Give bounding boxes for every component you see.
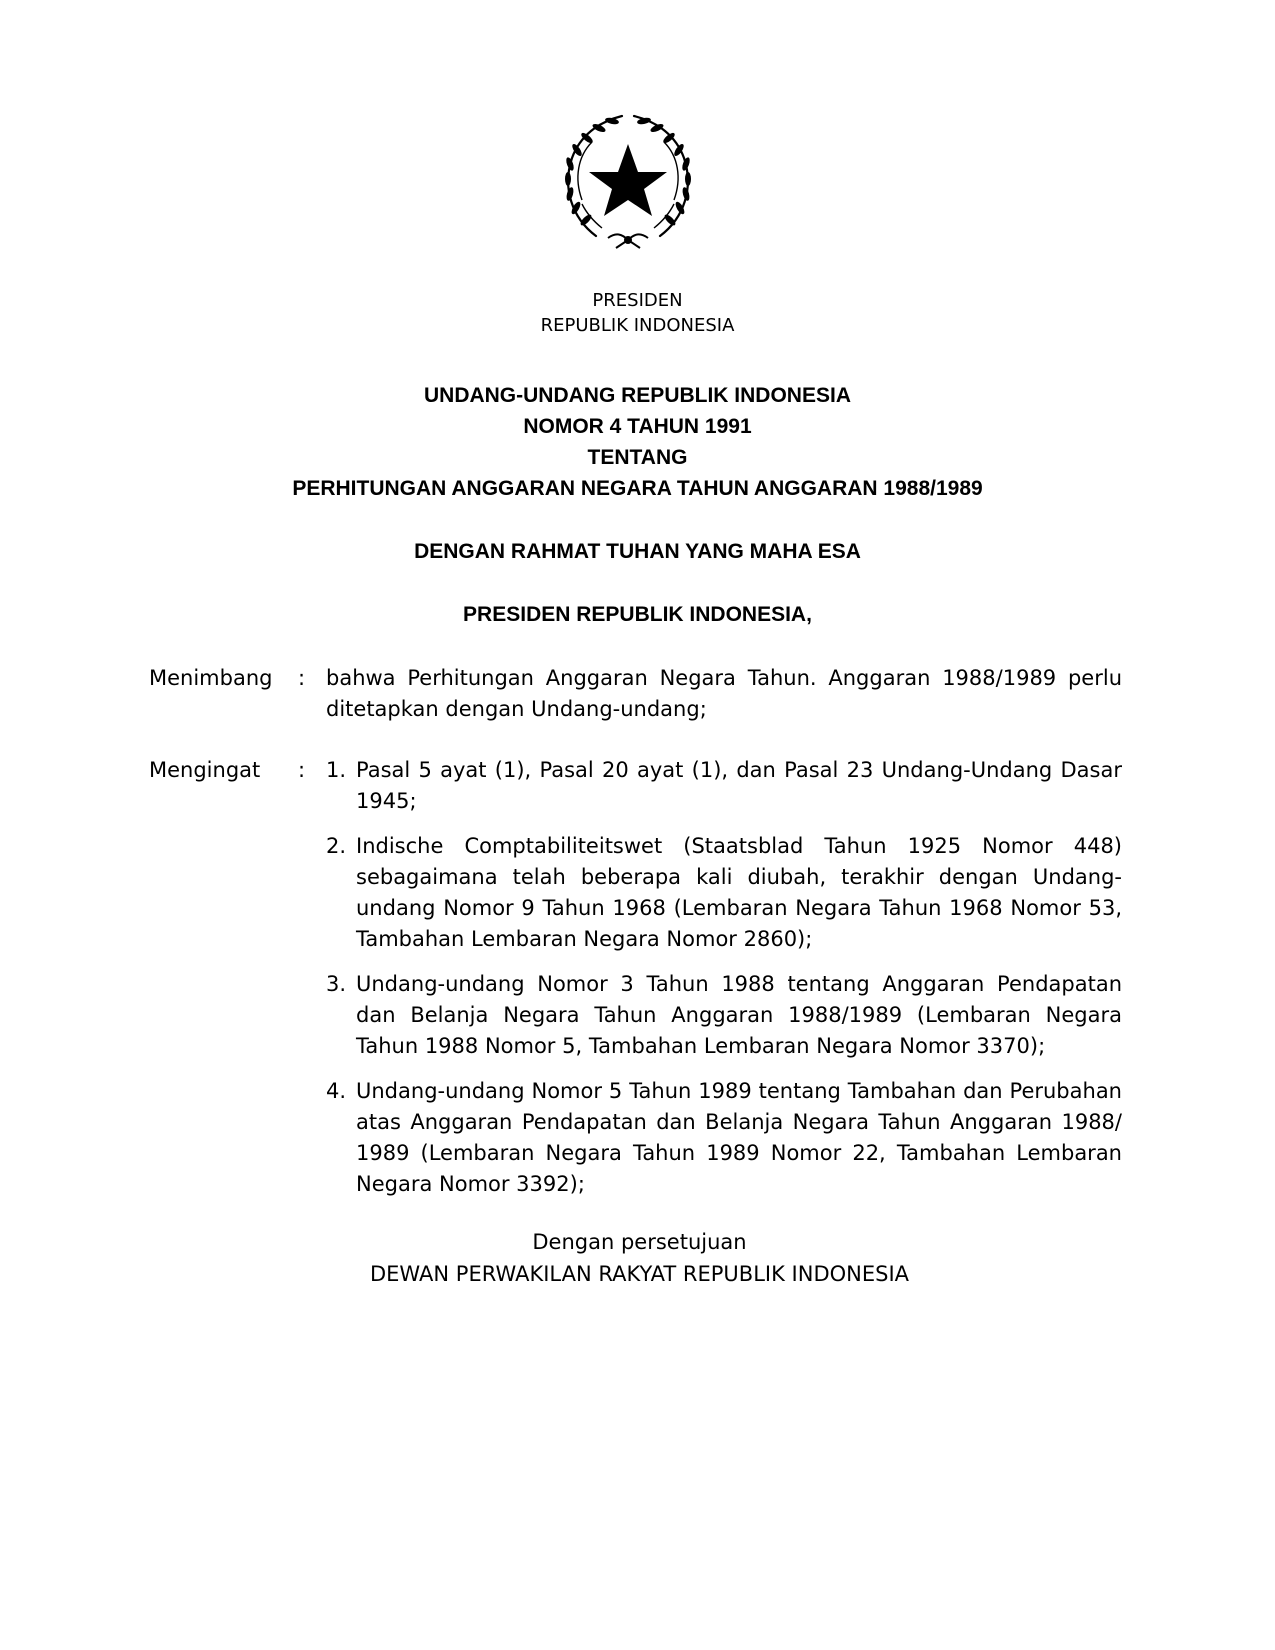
menimbang-label: Menimbang [149,666,273,690]
title-line-3: TENTANG [587,446,688,469]
menimbang-colon: : [298,666,306,690]
persetujuan-line: Dengan persetujuan [532,1230,747,1254]
title-line-4: PERHITUNGAN ANGGARAN NEGARA TAHUN ANGGARAN 1988/1989 [292,477,983,500]
presidential-seal-star-wreath-icon [552,108,704,260]
dpr-line: DEWAN PERWAKILAN RAKYAT REPUBLIK INDONESIA [369,1262,910,1286]
item-number: 4. [326,1079,347,1103]
title-line-1: UNDANG-UNDANG REPUBLIK INDONESIA [423,384,851,407]
menimbang-text: bahwa Perhitungan Anggaran Negara Tahun. Anggaran 1988/1989 perlu ditetapkan dengan Undang-undang; [326,666,1122,721]
republik-indonesia-caption: REPUBLIK INDONESIA [540,315,735,336]
item-text: Undang-undang Nomor 5 Tahun 1989 tentang Tambahan dan Perubahan atas Anggaran Pendapatan dan Belanja Negara Tahun Anggaran 1988/ 1989 (Lembaran Negara Tahun 1989 Nomor 22, Tambahan Lembaran Negara Nomor 3392); [356,1079,1122,1196]
rahmat-heading: DENGAN RAHMAT TUHAN YANG MAHA ESA [414,540,861,563]
title-line-2: NOMOR 4 TAHUN 1991 [523,415,752,438]
presidential-seal [552,108,704,260]
item-text: Pasal 5 ayat (1), Pasal 20 ayat (1), dan Pasal 23 Undang-Undang Dasar 1945; [356,758,1122,813]
document-title [0,380,1275,504]
presiden-heading: PRESIDEN REPUBLIK INDONESIA, [463,603,812,626]
item-number: 2. [326,834,347,858]
presiden-caption: PRESIDEN [592,290,683,311]
item-text: Indische Comptabiliteitswet (Staatsblad Tahun 1925 Nomor 448) sebagaimana telah beberapa kali diubah, terakhir dengan Undang-undang Nomor 9 Tahun 1968 (Lembaran Negara Tahun 1968 Nomor 53, Tambahan Lembaran Negara Nomor 2860); [356,834,1122,951]
item-text: Undang-undang Nomor 3 Tahun 1988 tentang Anggaran Pendapatan dan Belanja Negara Tahun Anggaran 1988/1989 (Lembaran Negara Tahun 1988 Nomor 5, Tambahan Lembaran Negara Nomor 3370); [356,972,1122,1058]
mengingat-label: Mengingat [149,758,261,782]
mengingat-colon: : [298,758,306,782]
item-number: 3. [326,972,347,996]
item-number: 1. [326,758,347,782]
